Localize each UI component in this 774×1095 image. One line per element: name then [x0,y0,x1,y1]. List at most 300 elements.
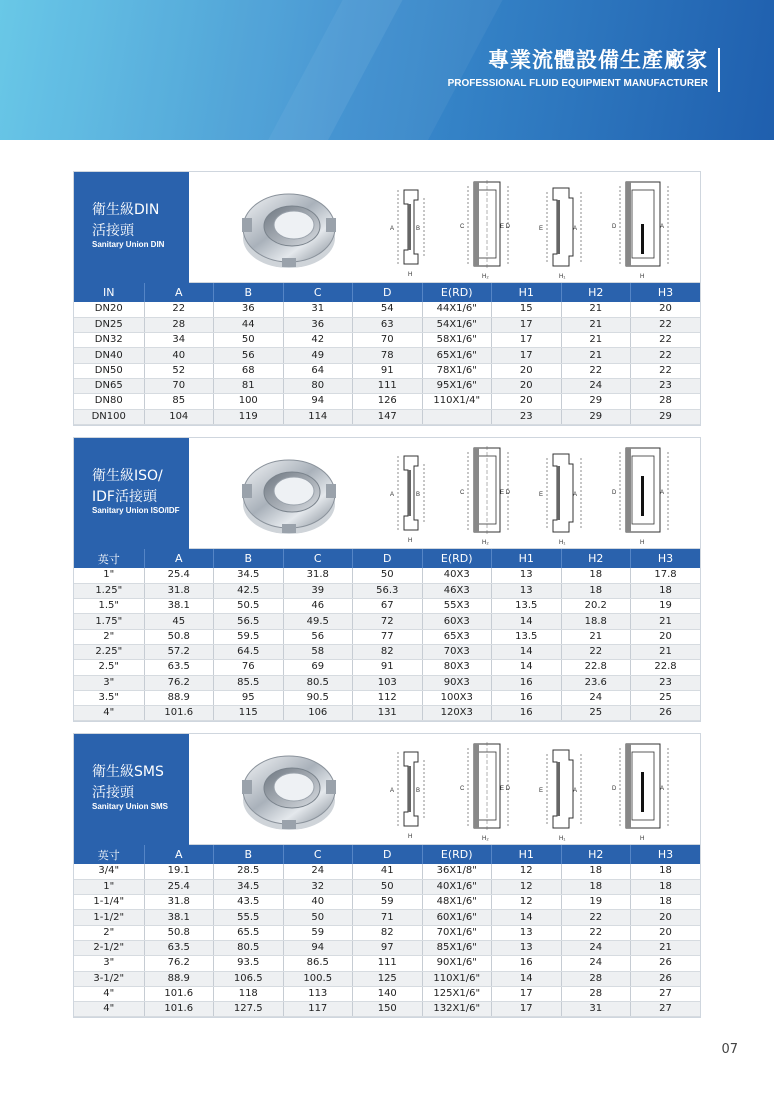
table-cell: 45 [144,614,214,629]
table-cell: 67 [353,599,423,614]
table-cell: 34.5 [214,568,284,583]
table-cell: 90X3 [422,675,492,690]
table-row [74,660,700,675]
table-cell: 24 [561,956,631,971]
table-cell: 22.8 [561,660,631,675]
table-cell: 22 [561,925,631,940]
table-cell: 1" [74,879,144,894]
table-row [74,363,700,378]
table-cell: 25 [561,706,631,721]
table-cell: 82 [353,644,423,659]
table-cell: 94 [283,394,353,409]
table-row [74,583,700,598]
table-cell: 44X1/6" [422,302,492,317]
column-header: E(RD) [422,845,492,864]
table-cell: 70 [353,333,423,348]
table-cell: 94 [283,940,353,955]
table-cell: 26 [631,956,701,971]
spec-table-header [74,283,700,302]
spec-table-header [74,845,700,864]
spec-table [74,845,700,1017]
column-header: B [214,283,284,302]
table-cell: 21 [561,302,631,317]
table-cell: 54X1/6" [422,317,492,332]
table-cell: 28 [144,317,214,332]
table-cell: 4" [74,706,144,721]
table-cell: 36 [283,317,353,332]
table-cell: 32 [283,879,353,894]
product-name-en: Sanitary Union SMS [92,802,169,811]
column-header: H3 [631,549,701,568]
table-row [74,895,700,910]
table-cell: 24 [561,940,631,955]
table-cell: DN100 [74,409,144,424]
table-cell: 2-1/2" [74,940,144,955]
table-cell: 103 [353,675,423,690]
section-header [74,438,700,549]
table-cell: 17 [492,348,562,363]
table-cell: 70X3 [422,644,492,659]
table-row [74,302,700,317]
table-cell: 18 [631,895,701,910]
table-cell: 12 [492,895,562,910]
table-cell: 2.5" [74,660,144,675]
table-cell: 23.6 [561,675,631,690]
table-cell: 17.8 [631,568,701,583]
table-row [74,879,700,894]
table-cell: 16 [492,675,562,690]
product-photo [234,182,344,274]
table-cell: 78 [353,348,423,363]
svg-text:E D: E D [500,490,511,496]
table-cell: 60X1/6" [422,910,492,925]
table-cell: 17 [492,986,562,1001]
table-cell: 18 [561,864,631,879]
table-cell: 71 [353,910,423,925]
table-cell: 40X3 [422,568,492,583]
column-header: A [144,283,214,302]
table-cell: 31 [561,1002,631,1017]
table-cell: 90.5 [283,690,353,705]
table-cell: 29 [561,394,631,409]
table-cell: 21 [561,629,631,644]
svg-text:A: A [390,226,395,232]
section-header [74,734,700,845]
table-cell: 1" [74,568,144,583]
table-cell: 14 [492,971,562,986]
table-cell: 52 [144,363,214,378]
table-row [74,394,700,409]
table-cell: 23 [631,675,701,690]
table-cell: 24 [561,378,631,393]
table-cell: 17 [492,1002,562,1017]
table-cell: 132X1/6" [422,1002,492,1017]
table-cell: 20 [492,394,562,409]
svg-text:A: A [573,788,578,794]
svg-text:H₁: H₁ [559,274,566,280]
svg-text:H: H [640,540,645,546]
table-cell: 40 [144,348,214,363]
table-cell: 15 [492,302,562,317]
table-cell: 3/4" [74,864,144,879]
table-row [74,378,700,393]
table-cell: 18 [631,864,701,879]
table-cell: 28 [561,971,631,986]
table-cell: 50 [283,910,353,925]
table-cell: 3-1/2" [74,971,144,986]
column-header: D [353,283,423,302]
table-cell: 17 [492,317,562,332]
table-cell: 64 [283,363,353,378]
table-cell: 1.5" [74,599,144,614]
table-cell: 18 [561,568,631,583]
table-cell: 106 [283,706,353,721]
table-cell: 13 [492,583,562,598]
table-row [74,986,700,1001]
product-name-cn-line2: 活接頭 [92,223,134,239]
product-label-box [74,172,189,283]
table-cell: 22 [631,363,701,378]
table-cell: 55.5 [214,910,284,925]
column-header: H1 [492,283,562,302]
svg-text:C: C [460,786,465,792]
table-cell: 3" [74,675,144,690]
table-cell: 120X3 [422,706,492,721]
table-cell: 88.9 [144,971,214,986]
table-cell: 16 [492,706,562,721]
table-cell: 13 [492,568,562,583]
table-cell: 20 [631,925,701,940]
table-row [74,925,700,940]
column-header: C [283,549,353,568]
table-cell: 12 [492,864,562,879]
table-cell: 50 [214,333,284,348]
table-cell: 76.2 [144,675,214,690]
table-cell: 23 [631,378,701,393]
table-cell: 76 [214,660,284,675]
table-cell: 63.5 [144,660,214,675]
table-cell: 110X1/4" [422,394,492,409]
table-cell: 22 [144,302,214,317]
svg-text:D: D [612,490,617,496]
table-cell: 23 [492,409,562,424]
table-cell: 4" [74,986,144,1001]
table-cell: 72 [353,614,423,629]
table-cell: 19 [631,599,701,614]
table-cell: 101.6 [144,706,214,721]
table-cell: 27 [631,1002,701,1017]
table-cell: DN40 [74,348,144,363]
table-cell: 63 [353,317,423,332]
table-cell: 127.5 [214,1002,284,1017]
table-cell: 16 [492,956,562,971]
table-cell: 91 [353,660,423,675]
table-cell: 112 [353,690,423,705]
table-cell: 20 [631,302,701,317]
table-cell: 118 [214,986,284,1001]
table-cell: 24 [283,864,353,879]
svg-text:H₂: H₂ [482,274,489,280]
svg-text:E: E [539,492,544,498]
product-name-cn [92,200,159,242]
table-cell: DN65 [74,378,144,393]
table-cell: 77 [353,629,423,644]
table-cell: 49 [283,348,353,363]
table-cell: 21 [561,348,631,363]
product-name-en: Sanitary Union DIN [92,240,165,249]
company-tagline-en: PROFESSIONAL FLUID EQUIPMENT MANUFACTURER [447,78,708,89]
table-cell: 131 [353,706,423,721]
table-cell [422,409,492,424]
column-header: A [144,549,214,568]
table-cell: 42.5 [214,583,284,598]
table-cell: 40X1/6" [422,879,492,894]
product-name-cn [92,762,164,804]
table-cell: 104 [144,409,214,424]
table-cell: 22 [631,333,701,348]
column-header: B [214,549,284,568]
table-cell: 29 [561,409,631,424]
table-cell: 14 [492,660,562,675]
table-cell: 14 [492,910,562,925]
table-cell: 20.2 [561,599,631,614]
svg-text:A: A [573,226,578,232]
column-header: IN [74,283,144,302]
table-cell: 59.5 [214,629,284,644]
svg-text:E: E [539,226,544,232]
table-cell: 21 [631,940,701,955]
table-row [74,317,700,332]
table-cell: 76.2 [144,956,214,971]
table-cell: 18.8 [561,614,631,629]
technical-drawings [374,176,700,280]
table-cell: 38.1 [144,599,214,614]
table-cell: 27 [631,986,701,1001]
table-cell: 117 [283,1002,353,1017]
table-cell: 54 [353,302,423,317]
table-cell: 14 [492,614,562,629]
table-row [74,971,700,986]
table-cell: DN20 [74,302,144,317]
svg-text:H: H [408,834,413,840]
table-cell: 125X1/6" [422,986,492,1001]
table-cell: DN25 [74,317,144,332]
column-header: D [353,845,423,864]
table-cell: 93.5 [214,956,284,971]
table-cell: 44 [214,317,284,332]
product-name-cn-line1: 衛生級ISO/ [92,468,163,484]
table-cell: 90X1/6" [422,956,492,971]
table-row [74,644,700,659]
column-header: B [214,845,284,864]
table-cell: 20 [631,629,701,644]
table-cell: 56.3 [353,583,423,598]
table-cell: 19 [561,895,631,910]
table-cell: 18 [631,879,701,894]
table-cell: 100X3 [422,690,492,705]
table-cell: 147 [353,409,423,424]
svg-text:B: B [416,788,421,794]
table-cell: 59 [283,925,353,940]
table-cell: 28 [631,394,701,409]
table-cell: 19.1 [144,864,214,879]
table-cell: 111 [353,378,423,393]
table-row [74,348,700,363]
product-photo [234,448,344,540]
table-cell: 70 [144,378,214,393]
table-row [74,690,700,705]
svg-text:H: H [408,538,413,544]
table-cell: 50.8 [144,629,214,644]
table-cell: 58X1/6" [422,333,492,348]
svg-text:H: H [640,274,645,280]
svg-text:E D: E D [500,224,511,230]
table-cell: 80 [283,378,353,393]
table-cell: 1.25" [74,583,144,598]
table-cell: 68 [214,363,284,378]
svg-text:H: H [408,272,413,278]
column-header: H2 [561,845,631,864]
table-row [74,599,700,614]
table-row [74,1002,700,1017]
table-cell: 101.6 [144,1002,214,1017]
company-tagline-cn: 專業流體設備生產廠家 [488,48,708,72]
table-cell: 82 [353,925,423,940]
table-cell: DN32 [74,333,144,348]
table-row [74,629,700,644]
svg-text:E: E [539,788,544,794]
table-cell: DN80 [74,394,144,409]
table-cell: 20 [492,378,562,393]
product-section-iso-idf [73,437,701,722]
table-cell: 12 [492,879,562,894]
technical-drawings [374,442,700,546]
table-cell: 21 [631,614,701,629]
table-cell: 13.5 [492,629,562,644]
table-row [74,568,700,583]
column-header: D [353,549,423,568]
table-cell: 150 [353,1002,423,1017]
table-cell: 36 [214,302,284,317]
table-cell: 3.5" [74,690,144,705]
table-cell: 1-1/4" [74,895,144,910]
column-header: H3 [631,845,701,864]
table-cell: 22 [561,644,631,659]
svg-text:A: A [660,490,665,496]
column-header: C [283,283,353,302]
table-cell: 3" [74,956,144,971]
table-row [74,409,700,424]
table-cell: 22 [631,348,701,363]
table-cell: 119 [214,409,284,424]
product-photo [234,744,344,836]
table-cell: 1-1/2" [74,910,144,925]
table-cell: 50 [353,879,423,894]
table-cell: 85.5 [214,675,284,690]
table-cell: 25 [631,690,701,705]
svg-text:A: A [390,788,395,794]
svg-text:H₁: H₁ [559,836,566,842]
svg-text:B: B [416,226,421,232]
product-name-cn-line1: 衛生級DIN [92,202,160,218]
table-cell: 50.5 [214,599,284,614]
table-cell: DN50 [74,363,144,378]
table-cell: 16 [492,690,562,705]
table-row [74,706,700,721]
table-cell: 100 [214,394,284,409]
table-cell: 18 [631,583,701,598]
column-header: H2 [561,283,631,302]
table-cell: 38.1 [144,910,214,925]
page-number: 07 [721,1042,738,1057]
table-cell: 2.25" [74,644,144,659]
product-name-cn-line1: 衛生級SMS [92,764,164,780]
svg-text:H₂: H₂ [482,540,489,546]
svg-text:A: A [573,492,578,498]
table-cell: 64.5 [214,644,284,659]
column-header: E(RD) [422,549,492,568]
table-cell: 78X1/6" [422,363,492,378]
product-name-cn-line2: IDF活接頭 [92,489,157,505]
column-header: C [283,845,353,864]
table-cell: 91 [353,363,423,378]
table-cell: 57.2 [144,644,214,659]
table-cell: 17 [492,333,562,348]
table-cell: 80.5 [283,675,353,690]
table-cell: 14 [492,644,562,659]
table-cell: 56 [214,348,284,363]
table-cell: 4" [74,1002,144,1017]
table-cell: 56.5 [214,614,284,629]
svg-text:C: C [460,490,465,496]
table-cell: 86.5 [283,956,353,971]
table-cell: 22 [561,363,631,378]
table-cell: 69 [283,660,353,675]
product-label-box [74,734,189,845]
table-cell: 85 [144,394,214,409]
svg-text:D: D [612,786,617,792]
table-cell: 29 [631,409,701,424]
table-cell: 115 [214,706,284,721]
product-section-sms [73,733,701,1018]
table-cell: 70X1/6" [422,925,492,940]
table-cell: 39 [283,583,353,598]
table-cell: 65.5 [214,925,284,940]
table-cell: 21 [561,333,631,348]
table-row [74,333,700,348]
table-row [74,956,700,971]
column-header: 英寸 [74,845,144,864]
table-cell: 13 [492,940,562,955]
table-cell: 24 [561,690,631,705]
table-cell: 48X1/6" [422,895,492,910]
table-cell: 111 [353,956,423,971]
table-cell: 113 [283,986,353,1001]
svg-text:A: A [660,224,665,230]
table-cell: 126 [353,394,423,409]
column-header: E(RD) [422,283,492,302]
svg-text:H₂: H₂ [482,836,489,842]
table-cell: 26 [631,971,701,986]
table-cell: 18 [561,583,631,598]
table-cell: 95X1/6" [422,378,492,393]
table-cell: 2" [74,925,144,940]
table-row [74,864,700,879]
svg-text:B: B [416,492,421,498]
svg-text:H₁: H₁ [559,540,566,546]
svg-text:A: A [390,492,395,498]
spec-table [74,549,700,721]
